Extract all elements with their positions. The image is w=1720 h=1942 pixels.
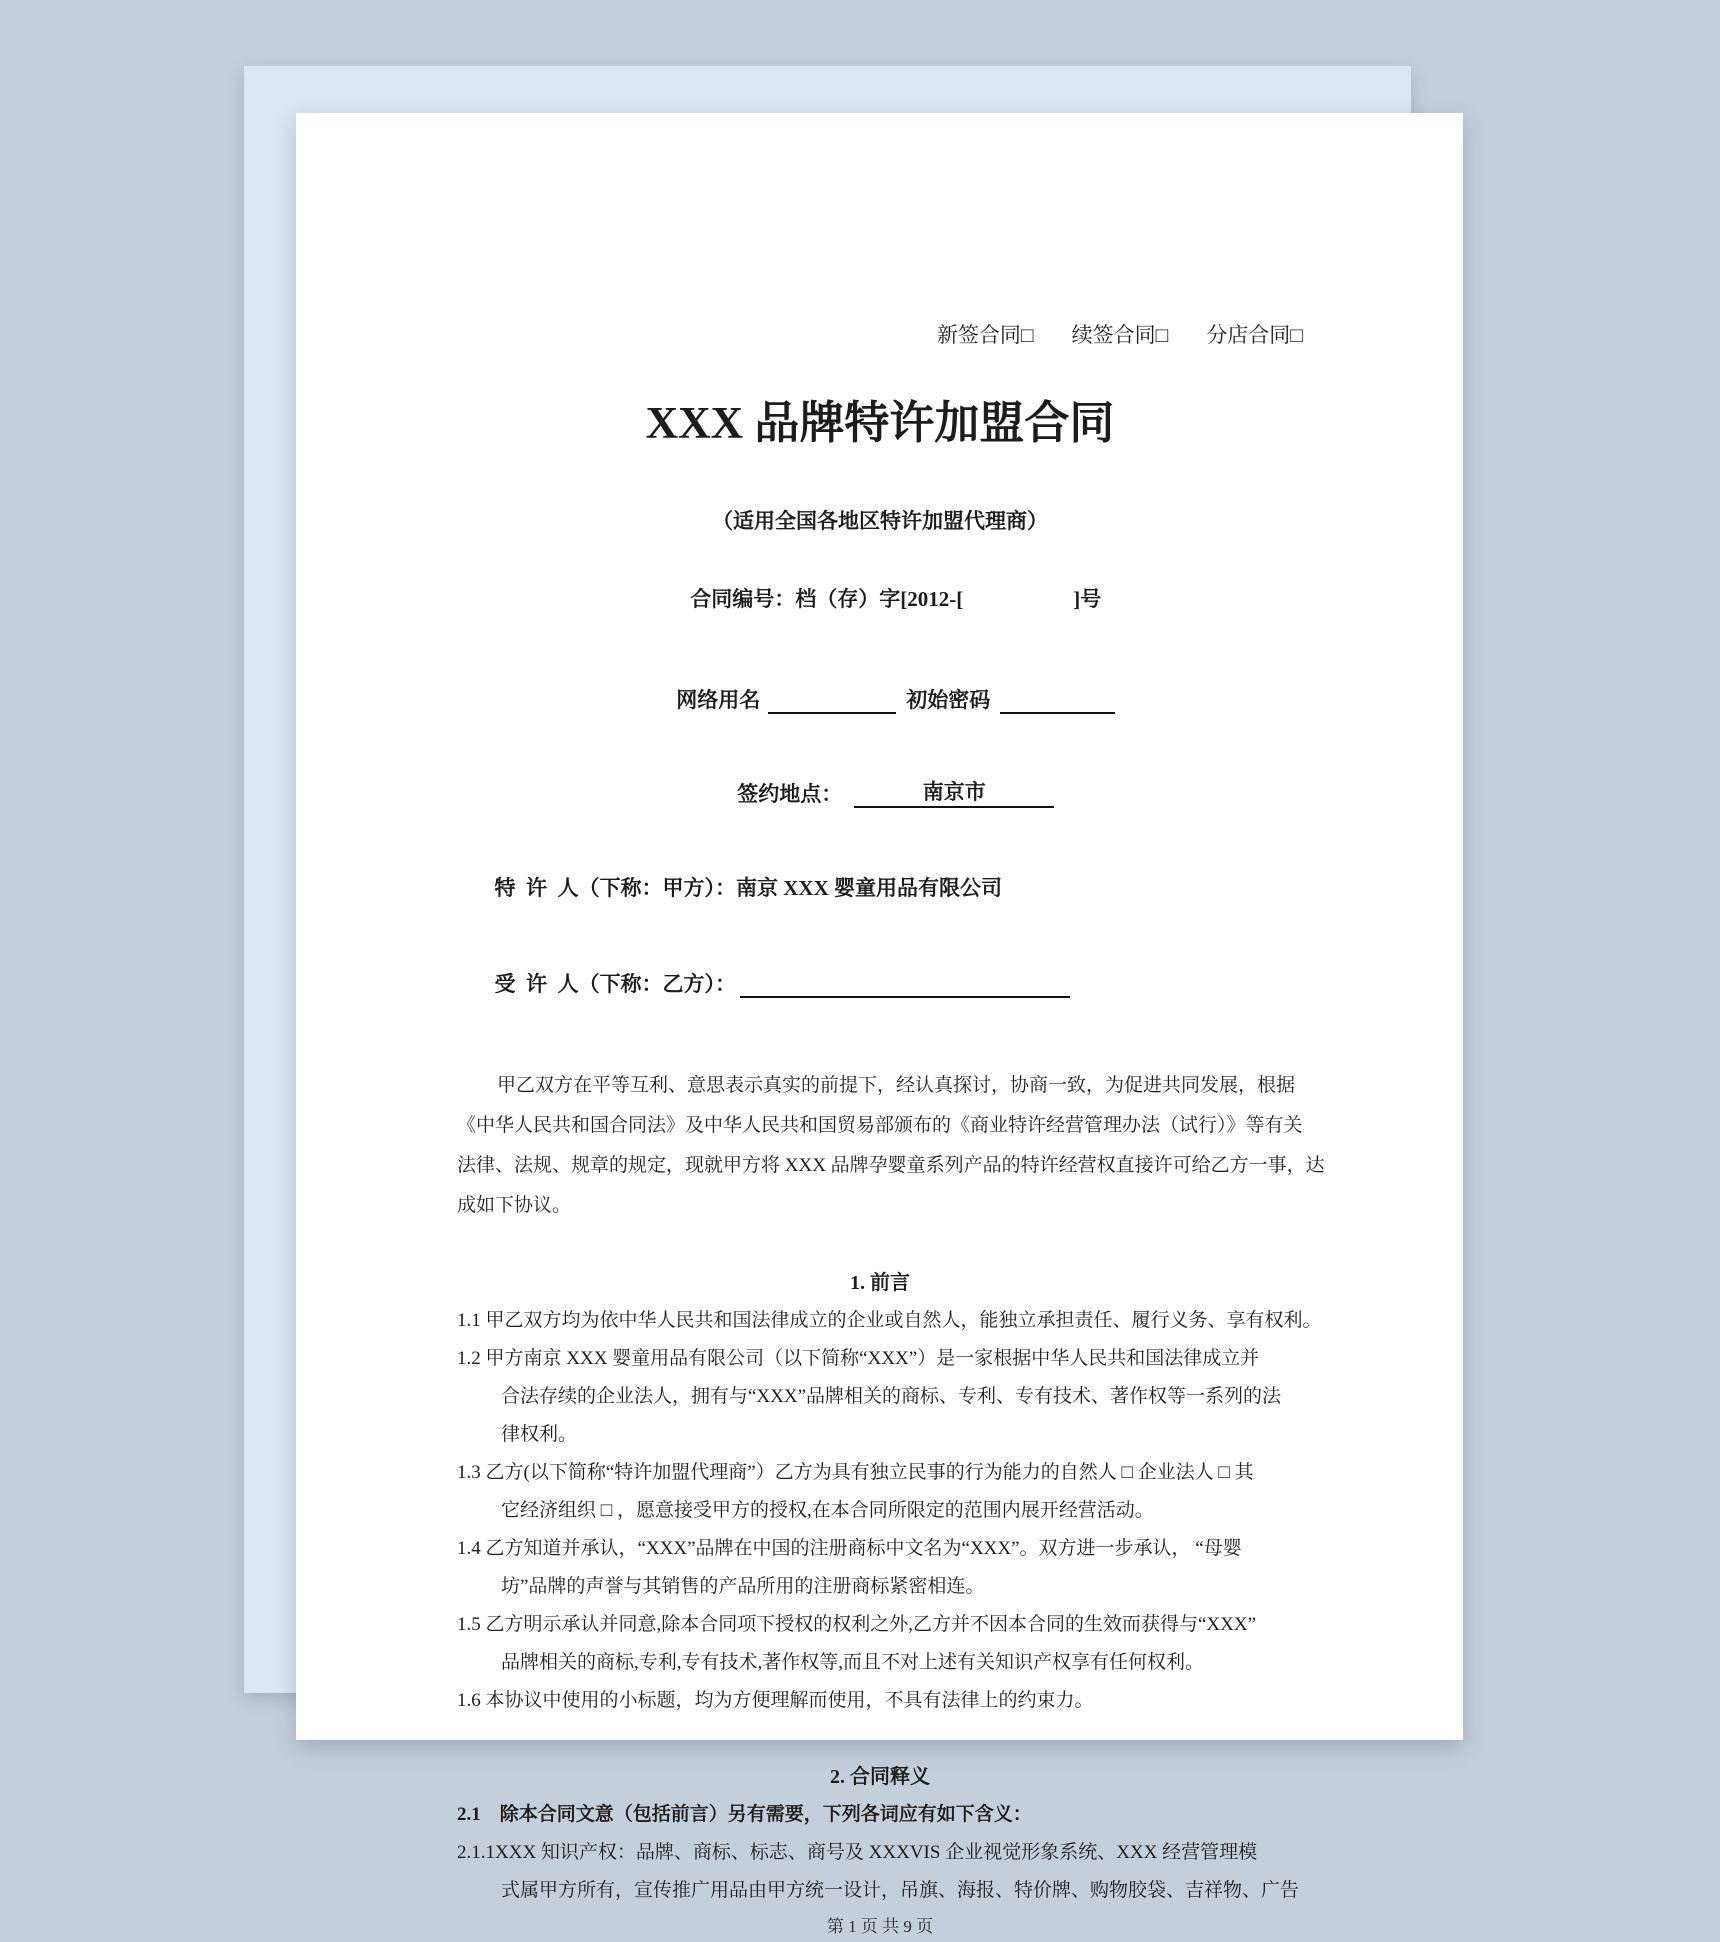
sign-place-row — [457, 752, 1303, 836]
text-line: 1.3 乙方(以下简称“特许加盟代理商”）乙方为具有独立民事的行为能力的自然人 □ 企业法人 □ 其 — [457, 1462, 1254, 1483]
page-number: 第 1 页 共 9 页 — [826, 1917, 934, 1936]
text-line: 2. 合同释义 — [830, 1766, 930, 1788]
text-line: 律权利。 — [501, 1424, 578, 1445]
contract-type-option[interactable]: 续签合同□ — [1071, 323, 1169, 347]
intro-line: 成如下协议。 — [457, 1195, 572, 1216]
password-label: 初始密码 — [906, 688, 991, 712]
document-subtitle: （适用全国各地区特许加盟代理商） — [712, 509, 1048, 533]
contract-type-option[interactable]: 分店合同□ — [1206, 323, 1303, 347]
network-row — [457, 658, 1303, 742]
licensor-label: 特 许 人（下称：甲方）： — [494, 876, 736, 900]
text-line: 品牌相关的商标,专利,专有技术,著作权等,而且不对上述有关知识产权享有任何权利。 — [501, 1652, 1205, 1673]
sign-place-label: 签约地点： — [737, 782, 843, 806]
text-line: 它经济组织 □ ，愿意接受甲方的授权,在本合同所限定的范围内展开经营活动。 — [501, 1500, 1154, 1521]
contract-body — [457, 1264, 1322, 1910]
document-sheet — [296, 113, 1463, 1936]
text-line: 1.4 乙方知道并承认，“XXX”品牌在中国的注册商标中文名为“XXX”。双方进一步承认， “母婴 — [457, 1538, 1242, 1559]
network-name-blank[interactable] — [768, 686, 896, 714]
licensor-value: 南京 XXX 婴童用品有限公司 — [736, 876, 1002, 900]
licensee-label: 受 许 人（下称：乙方）： — [494, 972, 736, 996]
contract-number-row — [457, 557, 1303, 641]
network-name-label: 网络用名 — [676, 688, 761, 712]
text-line: 坊”品牌的声誉与其销售的产品所用的注册商标紧密相连。 — [501, 1576, 985, 1597]
intro-paragraph — [457, 1066, 1325, 1226]
contract-type-option[interactable]: 新签合同□ — [936, 323, 1034, 347]
contract-number-suffix: ]号 — [1073, 587, 1102, 611]
password-blank[interactable] — [1000, 686, 1115, 714]
document-content — [296, 113, 1463, 1942]
licensor-row — [457, 846, 1303, 930]
text-line: 1.1 甲乙双方均为依中华人民共和国法律成立的企业或自然人，能独立承担责任、履行义务、享有权利。 — [457, 1310, 1322, 1331]
intro-line: 《中华人民共和国合同法》及中华人民共和国贸易部颁布的《商业特许经营管理办法（试行）》等有关 — [457, 1115, 1303, 1136]
contract-type-row — [457, 275, 1303, 347]
text-line: 1.5 乙方明示承认并同意,除本合同项下授权的权利之外,乙方并不因本合同的生效而获得与“XXX” — [457, 1614, 1257, 1635]
text-line: 2.1 除本合同文意（包括前言）另有需要，下列各词应有如下含义： — [457, 1804, 1032, 1825]
text-line: 1. 前言 — [850, 1272, 910, 1294]
licensee-row — [457, 942, 1303, 1026]
contract-number-prefix: 合同编号：档（存）字[2012-[ — [690, 587, 964, 611]
sign-place-value: 南京市 — [922, 780, 986, 804]
intro-line: 法律、法规、规章的规定，现就甲方将 XXX 品牌孕婴童系列产品的特许经营权直接许可给乙方一事，达 — [457, 1155, 1325, 1176]
text-line: 1.2 甲方南京 XXX 婴童用品有限公司（以下简称“XXX”）是一家根据中华人民共和国法律成立并 — [457, 1348, 1260, 1369]
licensee-name-blank[interactable] — [740, 970, 1070, 998]
text-line: 1.6 本协议中使用的小标题，均为方便理解而使用，不具有法律上的约束力。 — [457, 1690, 1094, 1711]
text-line: 2.1.1XXX 知识产权：品牌、商标、标志、商号及 XXXVIS 企业视觉形象系统、XXX 经营管理模 — [457, 1842, 1258, 1863]
document-title: XXX 品牌特许加盟合同 — [645, 398, 1115, 448]
text-line: 式属甲方所有，宣传推广用品由甲方统一设计，吊旗、海报、特价牌、购物胶袋、吉祥物、广告 — [501, 1880, 1300, 1901]
text-line: 合法存续的企业法人，拥有与“XXX”品牌相关的商标、专利、专有技术、著作权等一系列的法 — [501, 1386, 1282, 1407]
intro-line: 甲乙双方在平等互利、意思表示真实的前提下，经认真探讨，协商一致，为促进共同发展，根据 — [497, 1075, 1296, 1096]
sign-place-blank[interactable] — [854, 780, 1054, 808]
